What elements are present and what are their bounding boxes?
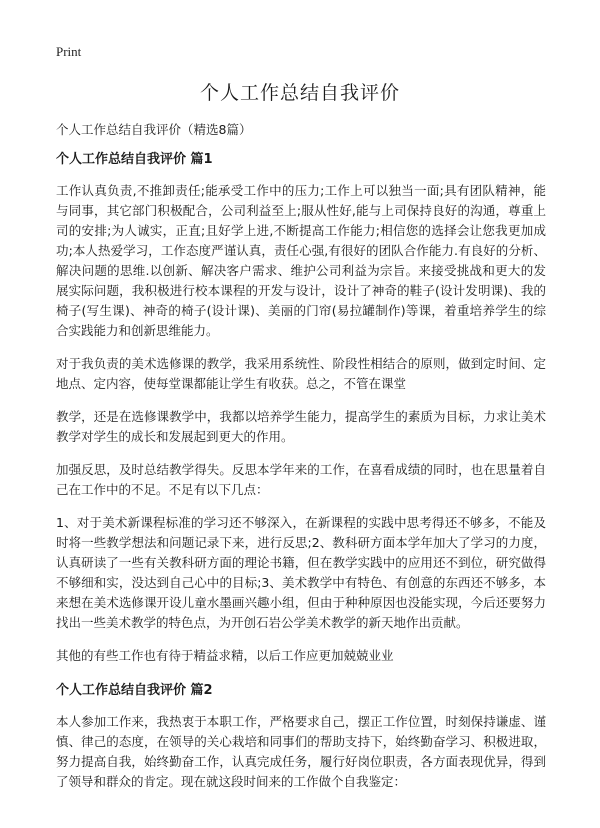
paragraph: 本人参加工作来，我热衷于本职工作，严格要求自己，摆正工作位置，时刻保持谦虚、谨慎、律己的态度，在领导的关心栽培和同事们的帮助支持下，始终勤奋学习、积极进取，努力提高自我，始终勤奋工作，认真完成任务，履行好岗位职责，各方面表现优异，得到了领导和群众的肯定。现在就这段时间来的工作做个自我鉴定： — [56, 714, 546, 789]
paragraph: 对于我负责的美术选修课的教学，我采用系统性、阶段性相结合的原则，做到定时间、定地点、定内容，使每堂课都能让学生有收获。总之，不管在课堂 — [56, 356, 546, 391]
paragraph: 教学，还是在选修课教学中，我都以培养学生能力，提高学生的素质为目标，力求让美术教学对学生的成长和发展起到更大的作用。 — [56, 409, 546, 444]
document-title: 个人工作总结自我评价 — [199, 82, 400, 104]
paragraph: 工作认真负责,不推卸责任;能承受工作中的压力;工作上可以独当一面;具有团队精神，能与同事，其它部门积极配合，公司利益至上;服从性好,能与上司保持良好的沟通，尊重上司的安排;为人诚实，正直;且好学上进,不断提高工作能力;相信您的选择会让您我更加成功;本人热爱学习，工作态度严谨认真，责任心强,有很好的团队合作能力.有良好的分析、解决问题的思维.以创新、解决客户需求、维护公司利益为宗旨。来接受挑战和更大的发展实际问题，我积极进行校本课程的开发与设计，设计了神奇的鞋子(设计发明课)、我的椅子(写生课)、神奇的椅子(设计课)、美丽的门帘(易拉罐制作)等课，着重培养学生的综合实践能力和创新思维能力。 — [56, 183, 546, 338]
document-body — [56, 148, 546, 805]
section-2 — [56, 679, 546, 792]
paragraph: 加强反思，及时总结教学得失。反思本学年来的工作，在喜看成绩的同时，也在思量着自己在工作中的不足。不足有以下几点： — [56, 462, 546, 497]
paragraph: 1、对于美术新课程标准的学习还不够深入，在新课程的实践中思考得还不够多，不能及时将一些教学想法和问题记录下来，进行反思;2、教科研方面本学年加大了学习的力度，认真研读了一些有关教科研方面的理论书籍，但在教学实践中的应用还不到位，研究做得不够细和实，没达到自己心中的目标;3、美术教学中有特色、有创意的东西还不够多，本来想在美术选修课开设儿童水墨画兴趣小组，但由于种种原因也没能实现，今后还要努力找出一些美术教学的特色点，为开创石岩公学美术教学的新天地作出贡献。 — [56, 515, 546, 630]
document-subtitle: 个人工作总结自我评价（精选8篇） — [56, 122, 252, 137]
paragraph: 其他的有些工作也有待于精益求精，以后工作应更加兢兢业业 — [56, 648, 394, 663]
section-1 — [56, 148, 546, 666]
print-link[interactable]: Print — [56, 44, 82, 59]
section-heading: 个人工作总结自我评价 篇2 — [56, 683, 213, 698]
section-heading: 个人工作总结自我评价 篇1 — [56, 152, 213, 167]
